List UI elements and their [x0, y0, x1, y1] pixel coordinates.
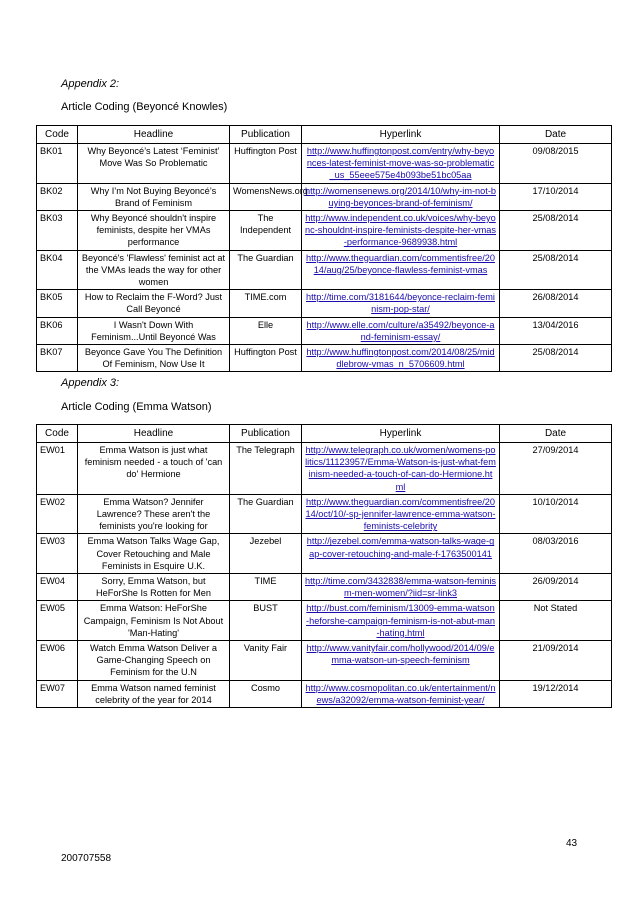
row-hyperlink[interactable]: http://www.telegraph.co.uk/women/womens-politics/11123957/Emma-Watson-is-just-what-feminism-needed-a-touch-of-can-do-Hermione.html — [305, 445, 496, 492]
row-headline: Sorry, Emma Watson, but HeForShe Is Rotten for Men — [78, 574, 230, 601]
row-headline: Emma Watson named feminist celebrity of the year for 2014 — [78, 680, 230, 707]
table-row — [37, 317, 612, 344]
row-headline: Emma Watson is just what feminism needed - a touch of 'can do' Hermione — [78, 443, 230, 495]
row-date: 26/09/2014 — [500, 574, 612, 601]
table-row — [37, 574, 612, 601]
row-date: 19/12/2014 — [500, 680, 612, 707]
row-hyperlink[interactable]: http://time.com/3181644/beyonce-reclaim-feminism-pop-star/ — [306, 292, 495, 315]
row-headline: Why I’m Not Buying Beyoncé’s Brand of Feminism — [78, 183, 230, 210]
table-row — [37, 443, 612, 495]
table-row — [37, 601, 612, 641]
row-date: 09/08/2015 — [500, 144, 612, 184]
row-hyperlink[interactable]: http://jezebel.com/emma-watson-talks-wage-gap-cover-retouching-and-male-f-1763500141 — [306, 536, 495, 559]
appendix-2-subtitle: Article Coding (Beyoncé Knowles) — [61, 101, 228, 113]
header-date: Date — [500, 425, 612, 443]
row-publication: Cosmo — [230, 680, 302, 707]
row-headline: Why Beyoncé’s Latest ‘Feminist’ Move Was So Problematic — [78, 144, 230, 184]
row-date: 25/08/2014 — [500, 250, 612, 290]
row-publication: TIME.com — [230, 290, 302, 317]
table-row — [37, 534, 612, 574]
row-code: EW05 — [37, 601, 78, 641]
table-row — [37, 641, 612, 681]
row-publication: The Guardian — [230, 250, 302, 290]
row-publication: TIME — [230, 574, 302, 601]
header-publication: Publication — [230, 126, 302, 144]
table-row — [37, 250, 612, 290]
row-publication: Elle — [230, 317, 302, 344]
row-hyperlink[interactable]: http://www.huffingtonpost.com/2014/08/25/middlebrow-vmas_n_5706609.html — [306, 347, 495, 370]
header-hyperlink: Hyperlink — [302, 126, 500, 144]
row-publication: Huffington Post — [230, 345, 302, 372]
row-code: BK05 — [37, 290, 78, 317]
row-date: 21/09/2014 — [500, 641, 612, 681]
table-row — [37, 345, 612, 372]
row-publication: The Independent — [230, 211, 302, 251]
header-publication: Publication — [230, 425, 302, 443]
row-publication: The Telegraph — [230, 443, 302, 495]
header-headline: Headline — [78, 126, 230, 144]
row-headline: Watch Emma Watson Deliver a Game-Changing Speech on Feminism for the U.N — [78, 641, 230, 681]
row-code: EW02 — [37, 494, 78, 534]
row-date: 26/08/2014 — [500, 290, 612, 317]
row-date: 08/03/2016 — [500, 534, 612, 574]
header-date: Date — [500, 126, 612, 144]
row-hyperlink[interactable]: http://womensenews.org/2014/10/why-im-not-buying-beyonces-brand-of-feminism/ — [305, 185, 496, 208]
row-publication: Vanity Fair — [230, 641, 302, 681]
row-headline: How to Reclaim the F-Word? Just Call Beyoncé — [78, 290, 230, 317]
student-id: 200707558 — [61, 853, 112, 864]
row-publication: The Guardian — [230, 494, 302, 534]
row-publication: Jezebel — [230, 534, 302, 574]
table-header-row — [37, 425, 612, 443]
row-publication: WomensNews.org — [230, 183, 302, 210]
row-date: 27/09/2014 — [500, 443, 612, 495]
row-code: EW07 — [37, 680, 78, 707]
row-hyperlink[interactable]: http://www.cosmopolitan.co.uk/entertainment/news/a32092/emma-watson-feminist-year/ — [305, 682, 496, 705]
appendix-3-subtitle: Article Coding (Emma Watson) — [61, 401, 212, 413]
row-headline: Emma Watson: HeForShe Campaign, Feminism Is Not About 'Man-Hating' — [78, 601, 230, 641]
table-row — [37, 144, 612, 184]
row-code: EW01 — [37, 443, 78, 495]
header-code: Code — [37, 126, 78, 144]
row-hyperlink[interactable]: http://www.elle.com/culture/a35492/beyonce-and-feminism-essay/ — [306, 319, 495, 342]
row-code: EW06 — [37, 641, 78, 681]
row-hyperlink[interactable]: http://bust.com/feminism/13009-emma-watson-heforshe-campaign-feminism-is-not-abut-man-hating.html — [306, 603, 495, 638]
row-headline: Why Beyoncé shouldn't inspire feminists, despite her VMAs performance — [78, 211, 230, 251]
page-number: 43 — [566, 838, 578, 849]
row-date: 13/04/2016 — [500, 317, 612, 344]
row-hyperlink[interactable]: http://www.huffingtonpost.com/entry/why-beyonces-latest-feminist-move-was-so-problematic_us_55eee575e4b093be51bc05aa — [306, 146, 495, 181]
row-code: BK02 — [37, 183, 78, 210]
row-date: 17/10/2014 — [500, 183, 612, 210]
header-code: Code — [37, 425, 78, 443]
row-publication: BUST — [230, 601, 302, 641]
row-headline: I Wasn't Down With Feminism...Until Beyoncé Was — [78, 317, 230, 344]
table-row — [37, 494, 612, 534]
appendix-2-title: Appendix 2: — [61, 78, 120, 90]
row-hyperlink[interactable]: http://www.theguardian.com/commentisfree/2014/aug/25/beyonce-flawless-feminist-vmas — [306, 252, 495, 275]
row-date: 10/10/2014 — [500, 494, 612, 534]
row-date: 25/08/2014 — [500, 345, 612, 372]
beyonce-coding-table — [36, 125, 612, 372]
emma-watson-coding-table — [36, 424, 612, 708]
row-date: Not Stated — [500, 601, 612, 641]
table-row — [37, 183, 612, 210]
header-hyperlink: Hyperlink — [302, 425, 500, 443]
row-headline: Emma Watson Talks Wage Gap, Cover Retouching and Male Feminists in Esquire U.K. — [78, 534, 230, 574]
row-code: EW04 — [37, 574, 78, 601]
row-code: BK03 — [37, 211, 78, 251]
row-date: 25/08/2014 — [500, 211, 612, 251]
row-headline: Beyonce Gave You The Definition Of Feminism, Now Use It — [78, 345, 230, 372]
appendix-3-title: Appendix 3: — [61, 377, 120, 389]
row-headline: Beyoncé's 'Flawless' feminist act at the VMAs leads the way for other women — [78, 250, 230, 290]
table-row — [37, 680, 612, 707]
row-hyperlink[interactable]: http://www.vanityfair.com/hollywood/2014/09/emma-watson-un-speech-feminism — [306, 643, 495, 666]
row-code: EW03 — [37, 534, 78, 574]
row-code: BK04 — [37, 250, 78, 290]
row-hyperlink[interactable]: http://time.com/3432838/emma-watson-feminism-men-women/?iid=sr-link3 — [305, 576, 496, 599]
table-row — [37, 290, 612, 317]
row-code: BK07 — [37, 345, 78, 372]
table-header-row — [37, 126, 612, 144]
row-code: BK01 — [37, 144, 78, 184]
header-headline: Headline — [78, 425, 230, 443]
row-publication: Huffington Post — [230, 144, 302, 184]
row-code: BK06 — [37, 317, 78, 344]
row-hyperlink[interactable]: http://www.independent.co.uk/voices/why-beyonc-shouldnt-inspire-feminists-despite-her-vmas-performance-9689938.html — [305, 213, 496, 248]
row-hyperlink[interactable]: http://www.theguardian.com/commentisfree/2014/oct/10/-sp-jennifer-lawrence-emma-watson-feminists-celebrity — [305, 496, 496, 532]
table-row — [37, 211, 612, 251]
row-headline: Emma Watson? Jennifer Lawrence? These aren't the feminists you're looking for — [78, 494, 230, 534]
